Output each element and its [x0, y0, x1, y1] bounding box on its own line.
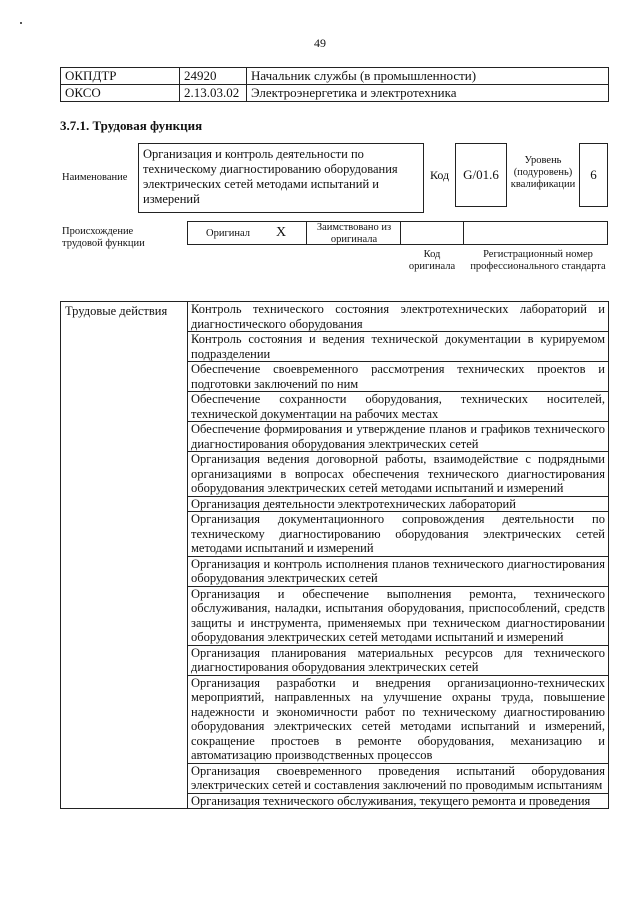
- code-original-cell: [401, 222, 464, 244]
- original-cell: [188, 222, 307, 244]
- reg-number-caption: Регистрационный номер профессионального стандарта: [470, 249, 606, 272]
- action-item: Организация своевременного проведения испытаний оборудования электрических сетей и составления заключений по проводимым испытаниям: [188, 763, 609, 793]
- code-label: Код: [430, 168, 450, 182]
- action-item: Организация технического обслуживания, текущего ремонта и проведения: [188, 793, 609, 809]
- function-code: G/01.6: [455, 143, 507, 207]
- level-label: Уровень (подуровень) квалификации: [510, 155, 576, 190]
- value-cell: 2.13.03.02: [180, 85, 247, 102]
- section-title: 3.7.1. Трудовая функция: [60, 118, 203, 133]
- action-item: Организация и обеспечение выполнения ремонта, технического обслуживания, наладки, испытания оборудования, приспособлений, средств защиты и инструмента, применяемых при техническом диагностировании оборудования электрических сетей методами испытаний и измерений: [188, 586, 609, 645]
- action-item: Организация разработки и внедрения организационно-технических мероприятий, направленных на улучшение охраны труда, повышение надежности и экономичности работ по техническому диагностированию оборудования электрических сетей методами испытаний и измерений, сокращение простоев в ремонте оборудования, механизацию и автоматизацию производственных процессов: [188, 675, 609, 763]
- original-mark: X: [276, 225, 287, 240]
- code-cell: ОКПДТР: [61, 68, 180, 85]
- name-label: Наименование: [62, 172, 128, 183]
- function-name: Организация и контроль деятельности по техническому диагностированию оборудования электрических сетей методами испытаний и измерений: [138, 143, 424, 213]
- table-row: [61, 68, 609, 85]
- original-text: Оригинал: [206, 228, 250, 239]
- classifier-codes-table: [60, 67, 609, 102]
- action-item: Организация планирования материальных ресурсов для технического диагностирования оборудования электрических сетей: [188, 645, 609, 675]
- desc-cell: Начальник службы (в промышленности): [247, 68, 609, 85]
- action-item: Организация ведения договорной работы, взаимодействие с подрядными организациями в вопросах обеспечения технического диагностирования оборудования электрических сетей методами испытаний и измерений: [188, 452, 609, 497]
- code-original-caption: Код оригинала: [408, 249, 456, 272]
- table-row: [61, 302, 609, 332]
- borrowed-cell: [307, 222, 401, 244]
- table-row: [61, 85, 609, 102]
- desc-cell: Электроэнергетика и электротехника: [247, 85, 609, 102]
- action-item: Обеспечение своевременного рассмотрения технических проектов и подготовки заключений по ним: [188, 362, 609, 392]
- action-item: Контроль технического состояния электротехнических лабораторий и диагностического оборудования: [188, 302, 609, 332]
- action-item: Организация и контроль исполнения планов технического диагностирования оборудования электрических сетей: [188, 556, 609, 586]
- actions-label: Трудовые действия: [61, 302, 188, 809]
- value-cell: 24920: [180, 68, 247, 85]
- qualification-level: 6: [579, 143, 608, 207]
- labor-actions-table: [60, 301, 609, 809]
- scan-dot: [20, 22, 22, 24]
- action-item: Обеспечение формирования и утверждение планов и графиков технического диагностирования оборудования электрических сетей: [188, 422, 609, 452]
- origin-label: Происхождение трудовой функции: [62, 226, 145, 249]
- action-item: Организация документационного сопровождения деятельности по техническому диагностированию оборудования электрических сетей методами испытаний и измерений: [188, 512, 609, 557]
- borrowed-text: Заимствовано из оригинала: [316, 222, 392, 245]
- action-item: Организация деятельности электротехнических лабораторий: [188, 496, 609, 512]
- origin-row: [187, 221, 608, 245]
- code-cell: ОКСО: [61, 85, 180, 102]
- action-item: Обеспечение сохранности оборудования, технических носителей, технической документации на рабочих местах: [188, 392, 609, 422]
- page-number: 49: [314, 36, 326, 50]
- action-item: Контроль состояния и ведения технической документации в курируемом подразделении: [188, 332, 609, 362]
